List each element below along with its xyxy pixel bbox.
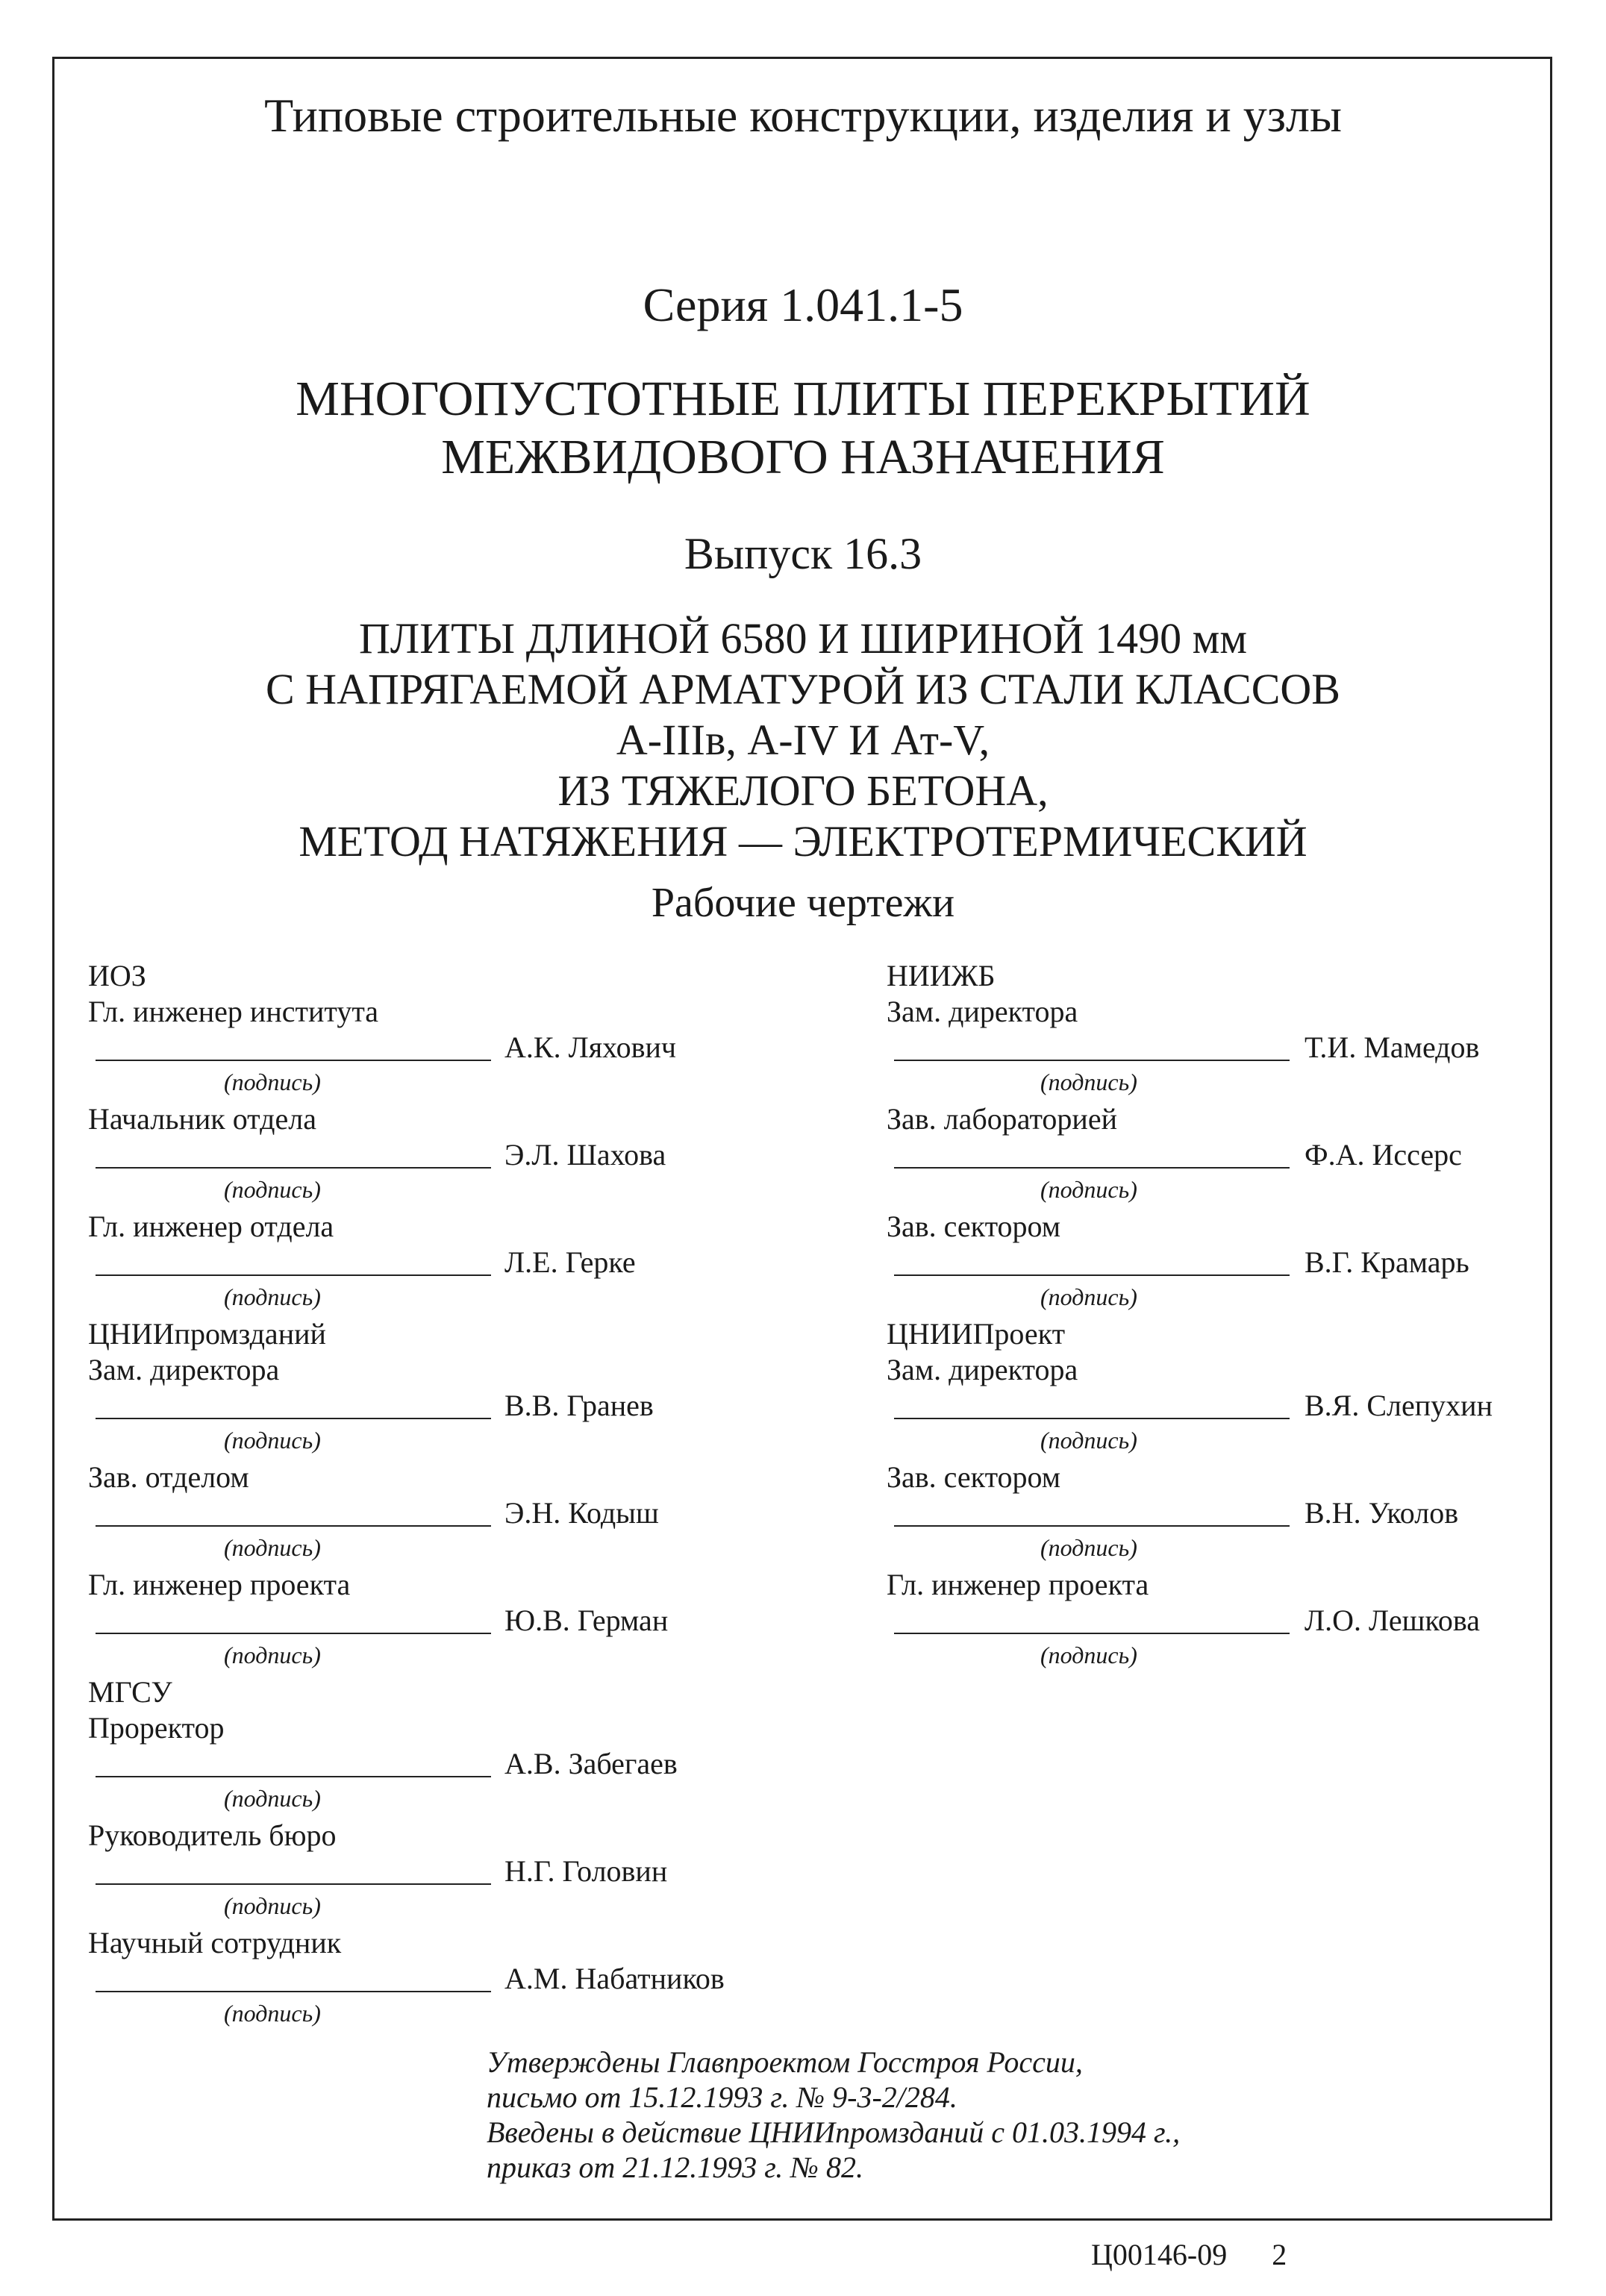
approval-line: Введены в действие ЦНИИпромзданий с 01.03.1994 г., — [487, 2115, 1181, 2149]
subtitle-line-5: МЕТОД НАТЯЖЕНИЯ — ЭЛЕКТРОТЕРМИЧЕСКИЙ — [299, 817, 1307, 866]
subtitle-line-1: ПЛИТЫ ДЛИНОЙ 6580 И ШИРИНОЙ 1490 мм — [358, 614, 1248, 663]
signer-role: Гл. инженер отдела — [88, 1210, 334, 1243]
signatures-left-column — [88, 958, 834, 2033]
signer-name: Э.Л. Шахова — [504, 1138, 666, 1172]
organization-name: ЦНИИпромзданий — [88, 1317, 326, 1351]
signer-name: Т.И. Мамедов — [1305, 1030, 1480, 1064]
signature-row — [88, 1495, 834, 1531]
signer-block — [88, 1209, 834, 1316]
signature-row — [887, 1388, 1543, 1424]
signature-caption: (подпись) — [224, 1892, 321, 1919]
signer-block — [887, 1460, 1543, 1567]
signer-role: Зам. директора — [88, 1353, 280, 1386]
signature-row — [88, 1854, 834, 1889]
signature-line — [96, 1633, 491, 1634]
signer-block — [88, 994, 834, 1101]
signer-role: Гл. инженер проекта — [887, 1568, 1149, 1601]
signature-row — [887, 1603, 1543, 1639]
signature-row — [887, 1030, 1543, 1066]
signer-name: Ю.В. Герман — [504, 1604, 669, 1637]
signature-caption: (подпись) — [224, 1642, 321, 1668]
document-code: Ц00146-09 — [1091, 2238, 1228, 2271]
signer-name: Л.Е. Герке — [504, 1245, 636, 1279]
signer-role: Начальник отдела — [88, 1102, 316, 1136]
signer-block — [887, 1567, 1543, 1674]
signature-row — [88, 1603, 834, 1639]
signature-row — [88, 1746, 834, 1782]
organization-niizhb — [887, 958, 1543, 1316]
signer-role: Зав. отделом — [88, 1460, 249, 1494]
signer-name: В.В. Гранев — [504, 1389, 654, 1422]
signature-row — [887, 1495, 1543, 1531]
signature-caption: (подпись) — [1040, 1642, 1137, 1668]
signer-name: А.К. Ляхович — [504, 1030, 676, 1064]
signature-line — [894, 1418, 1290, 1419]
organization-name: НИИЖБ — [887, 959, 996, 992]
approval-note — [487, 2045, 1180, 2185]
signer-name: В.Н. Уколов — [1305, 1496, 1459, 1530]
signer-block — [88, 1460, 834, 1567]
signature-line — [894, 1060, 1290, 1061]
signer-name: В.Г. Крамарь — [1305, 1245, 1469, 1279]
signer-name: Н.Г. Головин — [504, 1854, 668, 1888]
organization-tsniipromzdaniy — [88, 1316, 834, 1674]
signer-block — [88, 1567, 834, 1674]
signature-line — [894, 1633, 1290, 1634]
series-number: Серия 1.041.1-5 — [643, 278, 963, 331]
signature-caption: (подпись) — [224, 1069, 321, 1095]
signer-name: А.М. Набатников — [504, 1962, 725, 1995]
signer-role: Зам. директора — [887, 1353, 1078, 1386]
signature-caption: (подпись) — [1040, 1534, 1137, 1561]
signature-line — [894, 1167, 1290, 1169]
signer-role: Гл. инженер проекта — [88, 1568, 351, 1601]
approval-line: письмо от 15.12.1993 г. № 9-3-2/284. — [487, 2080, 957, 2114]
signature-caption: (подпись) — [224, 1176, 321, 1203]
signature-line — [96, 1274, 491, 1276]
signature-caption: (подпись) — [1040, 1069, 1137, 1095]
signature-line — [894, 1274, 1290, 1276]
signature-caption: (подпись) — [224, 1785, 321, 1812]
signature-line — [96, 1776, 491, 1777]
main-title-line-1: МНОГОПУСТОТНЫЕ ПЛИТЫ ПЕРЕКРЫТИЙ — [296, 372, 1310, 426]
top-title: Типовые строительные конструкции, изделия и узлы — [264, 89, 1342, 142]
signature-caption: (подпись) — [1040, 1283, 1137, 1310]
issue-number: Выпуск 16.3 — [684, 529, 922, 578]
signer-block — [887, 1209, 1543, 1316]
signature-line — [96, 1883, 491, 1885]
signature-line — [96, 1991, 491, 1992]
signer-role: Зав. сектором — [887, 1210, 1061, 1243]
approval-line: приказ от 21.12.1993 г. № 82. — [487, 2150, 863, 2184]
signature-line — [96, 1167, 491, 1169]
signature-row — [887, 1137, 1543, 1173]
signer-role: Проректор — [88, 1711, 225, 1745]
organization-mgsu — [88, 1674, 834, 2033]
organization-name: ЦНИИПроект — [887, 1317, 1066, 1351]
signer-name: Л.О. Лешкова — [1305, 1604, 1480, 1637]
signatures-right-column — [887, 958, 1543, 1674]
signature-caption: (подпись) — [224, 1283, 321, 1310]
signer-name: Ф.А. Иссерс — [1305, 1138, 1462, 1172]
signature-caption: (подпись) — [224, 2000, 321, 2027]
signer-name: А.В. Забегаев — [504, 1747, 678, 1780]
signer-role: Зам. директора — [887, 995, 1078, 1028]
signer-name: В.Я. Слепухин — [1305, 1389, 1493, 1422]
signer-block — [887, 994, 1543, 1101]
main-title-line-2: МЕЖВИДОВОГО НАЗНАЧЕНИЯ — [441, 430, 1165, 484]
signer-role: Гл. инженер института — [88, 995, 379, 1028]
signature-caption: (подпись) — [1040, 1427, 1137, 1454]
signer-role: Руководитель бюро — [88, 1818, 337, 1852]
signer-block — [88, 1925, 834, 2033]
document-type: Рабочие чертежи — [651, 880, 955, 926]
signature-caption: (подпись) — [1040, 1176, 1137, 1203]
signer-role: Научный сотрудник — [88, 1926, 342, 1959]
signer-role: Зав. сектором — [887, 1460, 1061, 1494]
signature-row — [88, 1961, 834, 1997]
signature-row — [88, 1388, 834, 1424]
signature-line — [894, 1525, 1290, 1527]
page-number: 2 — [1272, 2238, 1287, 2271]
signer-block — [88, 1818, 834, 1925]
signature-line — [96, 1525, 491, 1527]
signature-line — [96, 1418, 491, 1419]
signer-name: Э.Н. Кодыш — [504, 1496, 659, 1530]
signer-block — [88, 1352, 834, 1460]
signature-caption: (подпись) — [224, 1534, 321, 1561]
subtitle-line-4: ИЗ ТЯЖЕЛОГО БЕТОНА, — [557, 766, 1049, 815]
signature-row — [88, 1137, 834, 1173]
signature-row — [887, 1245, 1543, 1280]
signature-row — [88, 1245, 834, 1280]
subtitle-line-3: А-IIIв, А-IV И Ат-V, — [616, 716, 990, 764]
signature-row — [88, 1030, 834, 1066]
footer — [1091, 2237, 1287, 2272]
signature-line — [96, 1060, 491, 1061]
subtitle-line-2: С НАПРЯГАЕМОЙ АРМАТУРОЙ ИЗ СТАЛИ КЛАССОВ — [266, 665, 1340, 713]
organization-tsniiproekt — [887, 1316, 1543, 1674]
organization-ioz — [88, 958, 834, 1316]
signature-caption: (подпись) — [224, 1427, 321, 1454]
approval-line: Утверждены Главпроектом Госстроя России, — [487, 2045, 1083, 2079]
signer-block — [887, 1101, 1543, 1209]
signer-block — [88, 1710, 834, 1818]
signer-block — [88, 1101, 834, 1209]
signer-block — [887, 1352, 1543, 1460]
organization-name: МГСУ — [88, 1675, 172, 1709]
signer-role: Зав. лабораторией — [887, 1102, 1117, 1136]
organization-name: ИОЗ — [88, 959, 146, 992]
